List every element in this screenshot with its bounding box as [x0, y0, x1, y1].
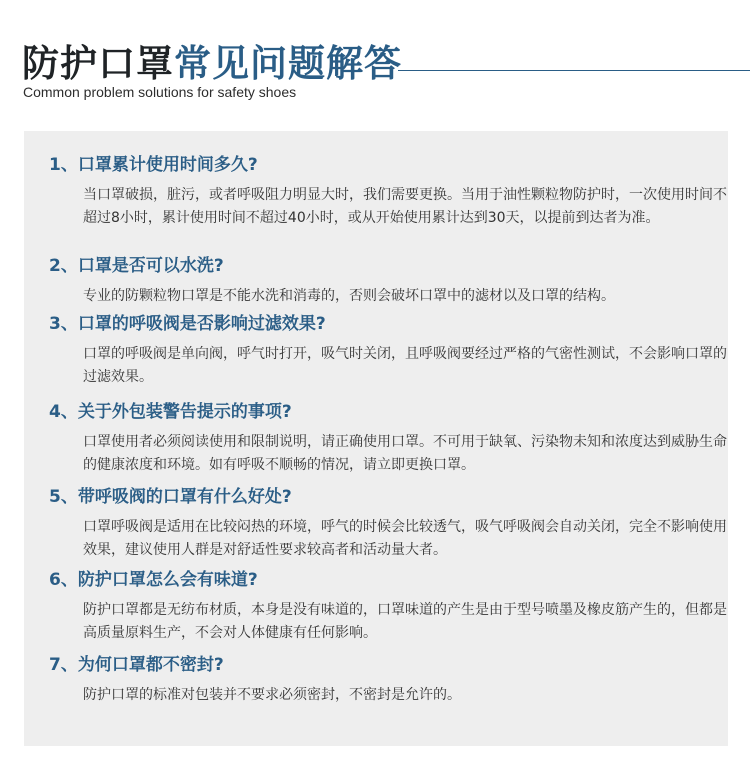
faq-question: 5、带呼吸阀的口罩有什么好处?: [49, 487, 292, 507]
faq-question: 6、防护口罩怎么会有味道?: [49, 570, 258, 590]
page-subtitle: Common problem solutions for safety shoes: [23, 84, 297, 100]
faq-item-6: [49, 568, 729, 645]
faq-question: 3、口罩的呼吸阀是否影响过滤效果?: [49, 314, 326, 334]
faq-answer: 防护口罩的标准对包装并不要求必须密封，不密封是允许的。: [83, 687, 461, 703]
faq-answer: 当口罩破损，脏污，或者呼吸阻力明显大时，我们需要更换。当用于油性颗粒物防护时，一次使用时间不超过8小时，累计使用时间不超过40小时，或从开始使用累计达到30天，以提前到达者为准。: [83, 187, 727, 226]
faq-answer: 专业的防颗粒物口罩是不能水洗和消毒的，否则会破坏口罩中的滤材以及口罩的结构。: [83, 288, 615, 304]
page-title: [22, 40, 402, 88]
faq-answer: 口罩呼吸阀是适用在比较闷热的环境，呼气的时候会比较透气，吸气呼吸阀会自动关闭，完全不影响使用效果，建议使用人群是对舒适性要求较高者和活动量大者。: [83, 519, 727, 558]
faq-panel: [24, 131, 728, 746]
faq-question: 2、口罩是否可以水洗?: [49, 256, 224, 276]
faq-item-4: [49, 400, 729, 477]
faq-item-5: [49, 485, 729, 562]
faq-item-3: [49, 312, 729, 389]
faq-question: 4、关于外包装警告提示的事项?: [49, 402, 292, 422]
header-divider: [398, 70, 750, 71]
faq-answer: 口罩使用者必须阅读使用和限制说明，请正确使用口罩。不可用于缺氧、污染物未知和浓度达到威胁生命的健康浓度和环境。如有呼吸不顺畅的情况，请立即更换口罩。: [83, 434, 727, 473]
faq-answer: 口罩的呼吸阀是单向阀，呼气时打开，吸气时关闭，且呼吸阀要经过严格的气密性测试，不会影响口罩的过滤效果。: [83, 346, 727, 385]
faq-question: 1、口罩累计使用时间多久?: [49, 155, 258, 175]
page-header: [0, 0, 750, 130]
faq-item-1: [49, 153, 729, 230]
faq-question: 7、为何口罩都不密封?: [49, 655, 224, 675]
title-main: 防护口罩: [22, 42, 174, 85]
title-accent: 常见问题解答: [174, 42, 402, 85]
faq-item-7: [49, 653, 729, 707]
faq-answer: 防护口罩都是无纺布材质，本身是没有味道的，口罩味道的产生是由于型号喷墨及橡皮筋产生的，但都是高质量原料生产，不会对人体健康有任何影响。: [83, 602, 727, 641]
faq-item-2: [49, 254, 729, 308]
